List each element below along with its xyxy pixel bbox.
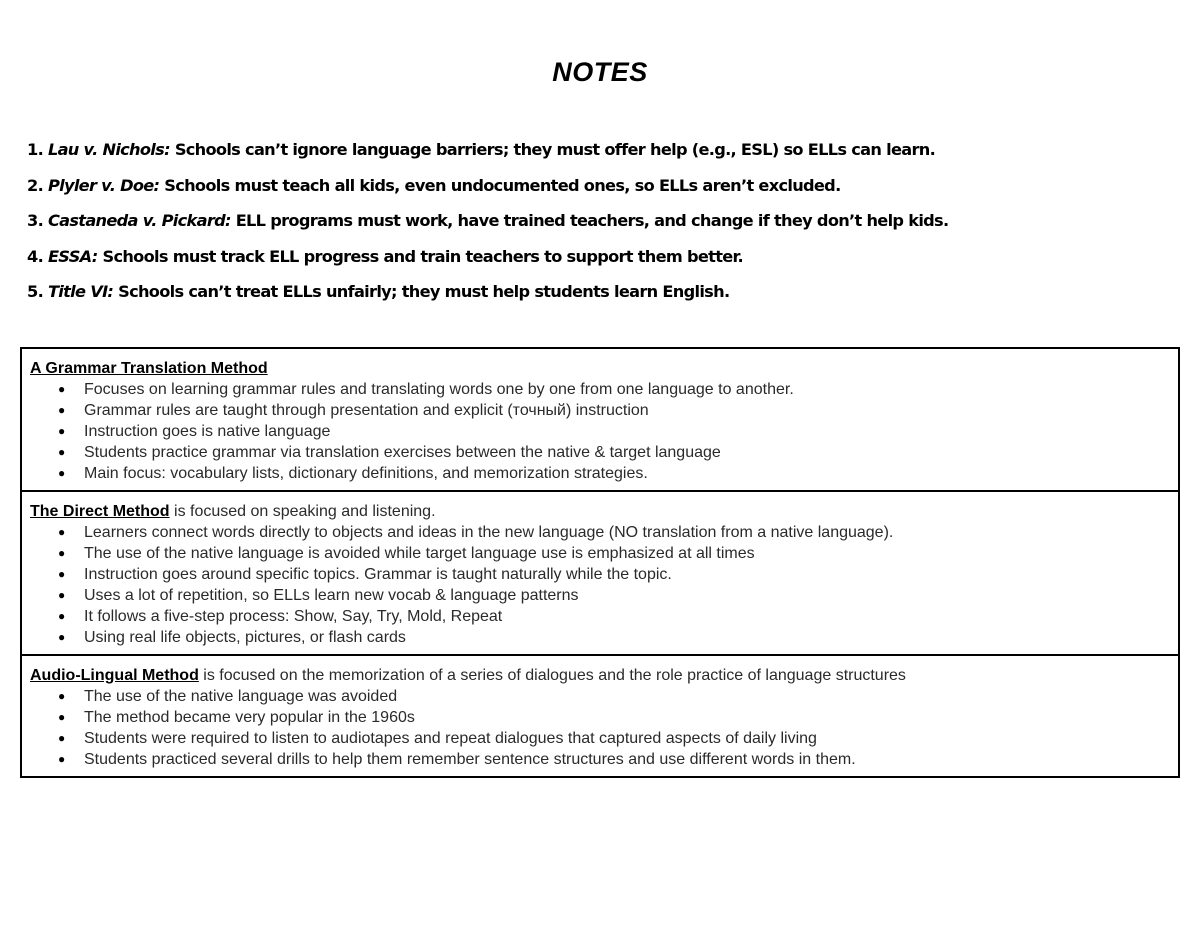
- method-header: [30, 665, 1170, 686]
- method-heading: A Grammar Translation Method: [30, 360, 268, 377]
- list-item-text: Instruction goes is native language: [84, 423, 331, 440]
- method-row-direct: [21, 491, 1179, 655]
- method-header: [30, 358, 1170, 379]
- method-description: is focused on the memorization of a series of dialogues and the role practice of language structures: [198, 667, 906, 684]
- list-item: [30, 707, 1170, 728]
- note-text: ELL programs must work, have trained teachers, and change if they don’t help kids.: [235, 211, 949, 230]
- note-number: 2.: [27, 175, 44, 195]
- bullet-icon: ●: [58, 445, 66, 459]
- note-item: [27, 239, 1187, 275]
- note-case-name: Castaneda v. Pickard:: [47, 211, 231, 230]
- note-number: 5.: [27, 282, 44, 301]
- bullet-icon: ●: [58, 588, 66, 602]
- method-cell: [21, 348, 1179, 491]
- bullet-icon: ●: [58, 609, 66, 623]
- list-item: [30, 627, 1170, 648]
- bullet-icon: ●: [58, 731, 66, 745]
- list-item: [30, 564, 1170, 585]
- list-item: [30, 686, 1170, 707]
- list-item-text: Students were required to listen to audiotapes and repeat dialogues that captured aspects of daily living: [84, 730, 817, 747]
- bullet-icon: ●: [58, 382, 66, 396]
- note-text: Schools can’t treat ELLs unfairly; they must help students learn English.: [118, 282, 730, 301]
- list-item-text: Students practiced several drills to help them remember sentence structures and use different words in them.: [84, 751, 856, 768]
- list-item: [30, 421, 1170, 442]
- bullet-icon: ●: [58, 689, 66, 703]
- method-heading: The Direct Method: [30, 503, 170, 520]
- note-item: [27, 203, 1187, 239]
- method-cell: [21, 655, 1179, 777]
- page-title: NOTES: [552, 57, 648, 87]
- list-item-text: Main focus: vocabulary lists, dictionary definitions, and memorization strategies.: [84, 465, 648, 482]
- bullet-icon: ●: [58, 424, 66, 438]
- list-item: [30, 442, 1170, 463]
- list-item-text: The method became very popular in the 1960s: [84, 709, 415, 726]
- method-cell: [21, 491, 1179, 655]
- list-item-text: Using real life objects, pictures, or flash cards: [84, 629, 406, 646]
- list-item: [30, 728, 1170, 749]
- bullet-icon: ●: [58, 630, 66, 644]
- method-header: [30, 501, 1170, 522]
- method-description: is focused on speaking and listening.: [169, 503, 436, 520]
- note-case-name: Lau v. Nichols:: [47, 140, 170, 159]
- bullet-icon: ●: [58, 466, 66, 480]
- method-bullet-list: [30, 522, 1170, 648]
- bullet-icon: ●: [58, 567, 66, 581]
- bullet-icon: ●: [58, 710, 66, 724]
- note-item: [27, 168, 1187, 204]
- method-bullet-list: [30, 379, 1170, 484]
- list-item: [30, 749, 1170, 770]
- list-item: [30, 522, 1170, 543]
- list-item-text: Focuses on learning grammar rules and translating words one by one from one language to another.: [84, 381, 794, 398]
- note-case-name: ESSA:: [47, 246, 98, 266]
- list-item: [30, 379, 1170, 400]
- list-item-text: Uses a lot of repetition, so ELLs learn new vocab & language patterns: [84, 587, 579, 604]
- method-bullet-list: [30, 686, 1170, 770]
- list-item-text: The use of the native language is avoided while target language use is emphasized at all times: [84, 545, 755, 562]
- legal-notes-list: [27, 132, 1187, 310]
- list-item-text: Students practice grammar via translation exercises between the native & target language: [84, 444, 721, 461]
- list-item-text: Instruction goes around specific topics. Grammar is taught naturally while the topic.: [84, 566, 672, 583]
- bullet-icon: ●: [58, 546, 66, 560]
- list-item: [30, 543, 1170, 564]
- note-item: [27, 132, 1187, 168]
- list-item-text: The use of the native language was avoided: [84, 688, 398, 705]
- method-row-grammar-translation: [21, 348, 1179, 491]
- note-number: 3.: [27, 211, 44, 230]
- note-case-name: Plyler v. Doe:: [47, 175, 160, 195]
- list-item: [30, 463, 1170, 484]
- bullet-icon: ●: [58, 403, 66, 417]
- list-item-text: It follows a five-step process: Show, Say, Try, Mold, Repeat: [84, 608, 503, 625]
- list-item: [30, 585, 1170, 606]
- teaching-methods-table: [20, 347, 1180, 778]
- method-heading: Audio-Lingual Method: [30, 667, 199, 684]
- note-number: 1.: [27, 140, 44, 159]
- bullet-icon: ●: [58, 752, 66, 766]
- method-row-audio-lingual: [21, 655, 1179, 777]
- bullet-icon: ●: [58, 525, 66, 539]
- list-item-text: Learners connect words directly to objects and ideas in the new language (NO translation from a native language).: [84, 524, 894, 541]
- list-item: [30, 606, 1170, 627]
- list-item-text: Grammar rules are taught through presentation and explicit (точный) instruction: [84, 402, 649, 419]
- note-text: Schools must teach all kids, even undocumented ones, so ELLs aren’t excluded.: [164, 175, 841, 195]
- note-case-name: Title VI:: [47, 282, 114, 301]
- note-text: Schools can’t ignore language barriers; they must offer help (e.g., ESL) so ELLs can learn.: [174, 140, 936, 159]
- list-item: [30, 400, 1170, 421]
- note-item: [27, 274, 1187, 310]
- note-number: 4.: [27, 246, 44, 266]
- note-text: Schools must track ELL progress and train teachers to support them better.: [102, 246, 743, 266]
